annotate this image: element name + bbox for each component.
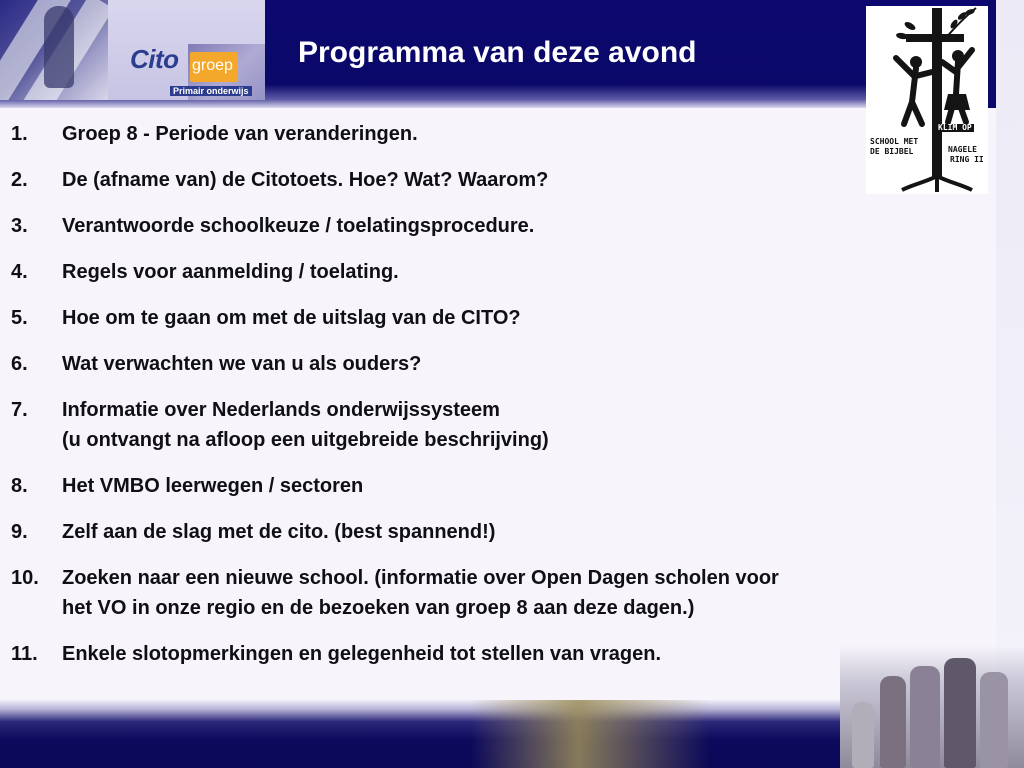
agenda-item-number: 3. — [11, 215, 28, 237]
agenda-item-number: 10. — [11, 567, 39, 589]
agenda-item-text: Groep 8 - Periode van veranderingen. — [62, 123, 418, 145]
agenda-item-text: Zoeken naar een nieuwe school. (informatie over Open Dagen scholen voor — [62, 567, 779, 589]
agenda-item-number: 11. — [11, 643, 38, 665]
groep-text: groep — [192, 57, 233, 74]
agenda-item — [11, 349, 991, 379]
agenda-item — [11, 303, 991, 333]
emblem-right-line1: NAGELE — [948, 145, 977, 154]
child-photo — [0, 0, 108, 100]
agenda-item-number: 4. — [11, 261, 28, 283]
agenda-list — [11, 119, 991, 685]
agenda-item-number: 9. — [11, 521, 28, 543]
agenda-item-text: Zelf aan de slag met de cito. (best spannend!) — [62, 521, 496, 543]
agenda-item — [11, 517, 991, 547]
header-strip — [988, 0, 996, 108]
agenda-item-text: Wat verwachten we van u als ouders? — [62, 353, 422, 375]
emblem-left-line2: DE BIJBEL — [870, 147, 914, 156]
agenda-item-number: 7. — [11, 399, 28, 421]
agenda-item — [11, 257, 991, 287]
agenda-item — [11, 119, 991, 149]
emblem-right-line2: RING II — [950, 155, 984, 164]
agenda-item-number: 1. — [11, 123, 28, 145]
agenda-item-text: Verantwoorde schoolkeuze / toelatingsprocedure. — [62, 215, 535, 237]
page-title: Programma van deze avond — [298, 36, 697, 69]
children-photo — [840, 646, 1024, 768]
agenda-item — [11, 211, 991, 241]
agenda-item-text: De (afname van) de Citotoets. Hoe? Wat? Waarom? — [62, 169, 549, 191]
agenda-item-text: Het VMBO leerwegen / sectoren — [62, 475, 364, 497]
agenda-item-number: 5. — [11, 307, 28, 329]
agenda-item-number: 2. — [11, 169, 28, 191]
agenda-item-text: (u ontvangt na afloop een uitgebreide beschrijving) — [62, 429, 549, 451]
agenda-item-text: Regels voor aanmelding / toelating. — [62, 261, 399, 283]
agenda-item — [11, 471, 991, 501]
cito-brand-text: Cito — [130, 44, 179, 74]
agenda-item-text: het VO in onze regio en de bezoeken van groep 8 aan deze dagen.) — [62, 597, 695, 619]
agenda-item — [11, 563, 991, 623]
footer-glow — [470, 700, 710, 768]
agenda-item-text: Informatie over Nederlands onderwijssysteem — [62, 399, 500, 421]
agenda-item — [11, 395, 991, 455]
agenda-item-number: 6. — [11, 353, 28, 375]
agenda-item — [11, 165, 991, 195]
agenda-item-text: Hoe om te gaan om met de uitslag van de CITO? — [62, 307, 521, 329]
emblem-left-line1: SCHOOL MET — [870, 137, 919, 146]
agenda-item-number: 8. — [11, 475, 28, 497]
tagline-text: Primair onderwijs — [170, 86, 252, 96]
cito-logo — [108, 0, 265, 100]
emblem-motto: KLIM OP — [938, 123, 972, 132]
agenda-item-text: Enkele slotopmerkingen en gelegenheid tot stellen van vragen. — [62, 643, 662, 665]
